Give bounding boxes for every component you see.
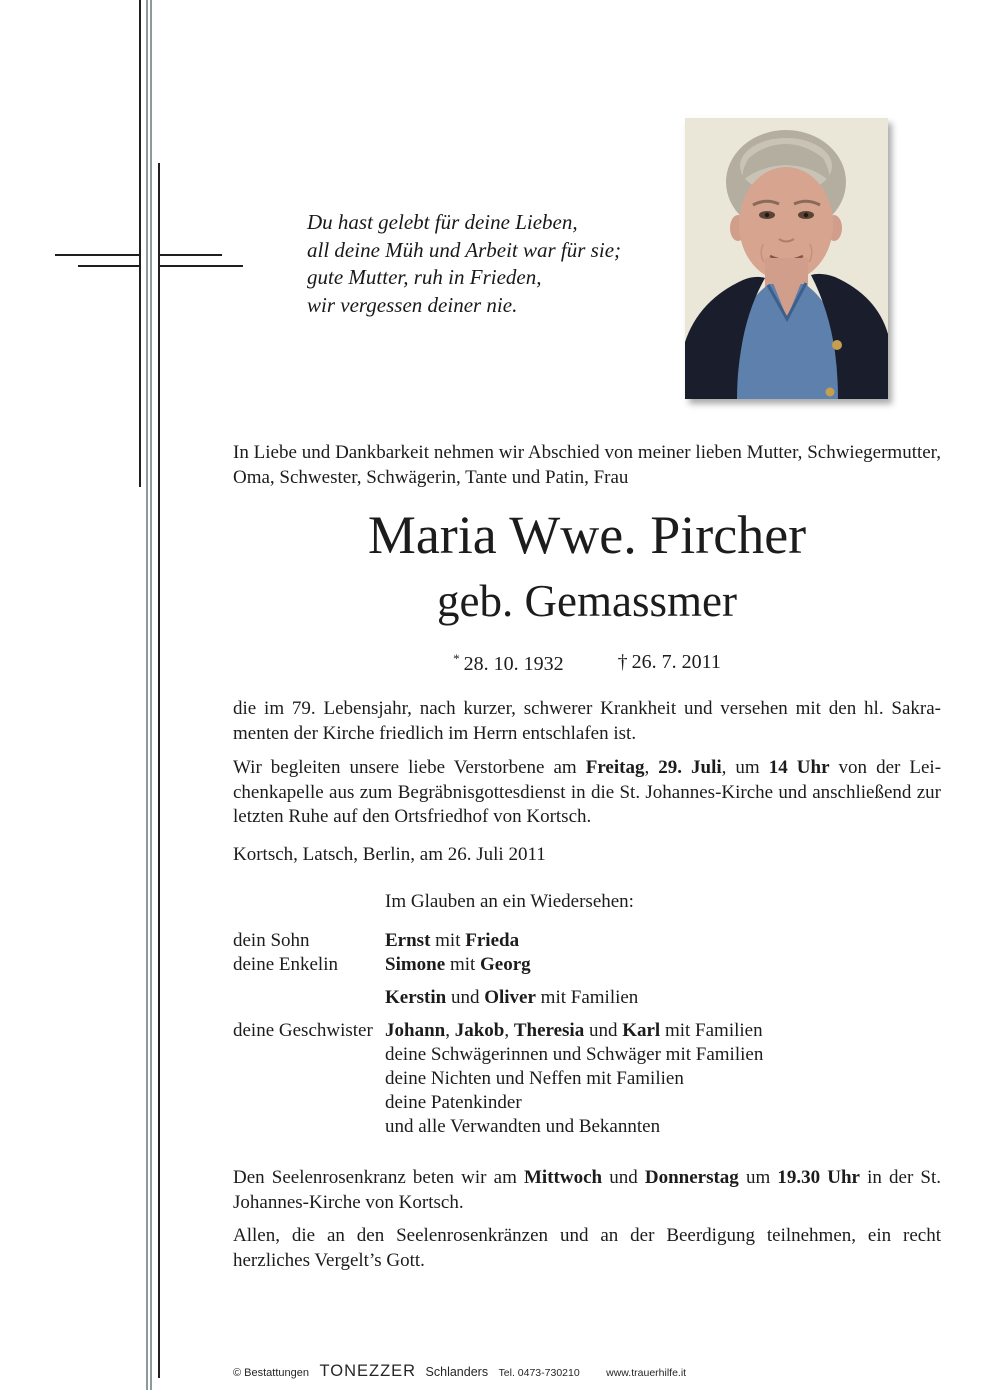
family-names: Kerstin und Oliver mit Familien [385,987,639,1008]
family-relation: dein Sohn [233,930,310,951]
family-relation [233,1115,385,1139]
footer-copyright: © Bestattungen [233,1367,309,1379]
portrait-button [832,340,842,350]
death-cross-symbol: † [617,651,628,673]
cross-arm-lower-right [160,265,243,267]
deceased-maiden-name: geb. Gemassmer [437,576,737,626]
poem-line: gute Mutter, ruh in Frieden, [307,265,542,289]
family-names: Johann, Jakob, Theresia und Karl mit Familien [385,1020,763,1041]
undertaker-footer [233,1362,686,1381]
place-date-line: Kortsch, Latsch, Berlin, am 26. Juli 2011 [233,844,546,865]
cross-arm-upper-left [55,254,139,256]
cross-arm-upper-right [160,254,222,256]
family-relation [233,1091,385,1115]
family-names: deine Schwägerinnen und Schwäger mit Familien [385,1044,764,1065]
family-row [233,929,941,953]
footer-phone: Tel. 0473-730210 [498,1367,580,1379]
rosary-paragraph: Den Seelenrosenkranz beten wir am Mittwoch und Donnerstag um 19.30 Uhr in der St. Johannes-Kirche von Kortsch. [233,1167,941,1213]
family-row [233,1091,941,1115]
family-relation [233,1043,385,1067]
family-relation [233,986,385,1010]
cross-stem-gray-double [146,0,152,1390]
family-names: und alle Verwandten und Bekannten [385,1116,661,1137]
poem-line: wir vergessen deiner nie. [307,292,518,317]
birth-star-symbol: * [453,651,460,666]
footer-company: TONEZZER [319,1362,417,1380]
life-dates [233,651,941,676]
portrait-photo [685,118,888,399]
family-relation [233,1067,385,1091]
poem-line: Du hast gelebt für deine Lieben, [307,210,578,234]
funeral-paragraph: Wir begleiten unsere liebe Verstorbene am Freitag, 29. Juli, um 14 Uhr von der Leichenkapelle aus zum Begräbnisgottesdienst in die St. Johannes-Kirche und anschließend zur letzten Ruhe auf den Ortsfriedhof von Kortsch. [233,757,942,827]
footer-location: Schlanders [425,1365,489,1379]
intro-paragraph: In Liebe und Dankbarkeit nehmen wir Abschied von meiner lieben Mutter, Schwiegermutter, Oma, Schwester, Schwägerin, Tante und Patin, Frau [233,442,941,488]
family-row [233,1067,941,1091]
death-date [618,651,721,676]
portrait-pupil [765,213,769,217]
family-names: Simone mit Georg [385,954,531,975]
portrait-button [826,388,835,397]
cross-arm-lower-left [78,265,139,267]
family-row [233,1115,941,1139]
family-row [233,1019,941,1043]
family-names: Ernst mit Frieda [385,930,520,951]
family-relation: deine Geschwister [233,1020,373,1041]
family-names: deine Patenkinder [385,1092,522,1113]
birth-date-value: 28. 10. 1932 [463,653,564,675]
cross-stem-black-right [158,163,160,1378]
deceased-name-block [233,506,941,626]
family-row [233,986,941,1010]
family-row [233,953,941,977]
cross-stem-black-left [139,0,141,487]
birth-date [453,651,564,676]
deceased-name: Maria Wwe. Pircher [367,505,807,565]
death-date-value: 26. 7. 2011 [631,651,721,673]
portrait-pupil [804,213,808,217]
thanks-paragraph: Allen, die an den Seelenrosenkränzen und an der Beerdigung teilnehmen, ein recht herzliches Vergelt’s Gott. [233,1225,941,1271]
memorial-poem [307,209,637,319]
poem-line: all deine Müh und Arbeit war für sie; [307,237,622,262]
family-list [233,929,941,1139]
family-names: deine Nichten und Neffen mit Familien [385,1068,684,1089]
faith-line: Im Glauben an ein Wiedersehen: [385,891,634,912]
family-row [233,1043,941,1067]
footer-website: www.trauerhilfe.it [606,1367,687,1379]
passing-paragraph: die im 79. Lebensjahr, nach kurzer, schwerer Krankheit und versehen mit den hl. Sakramenten der Kirche friedlich im Herrn entschlafen ist. [233,698,941,744]
family-relation: deine Enkelin [233,954,338,975]
